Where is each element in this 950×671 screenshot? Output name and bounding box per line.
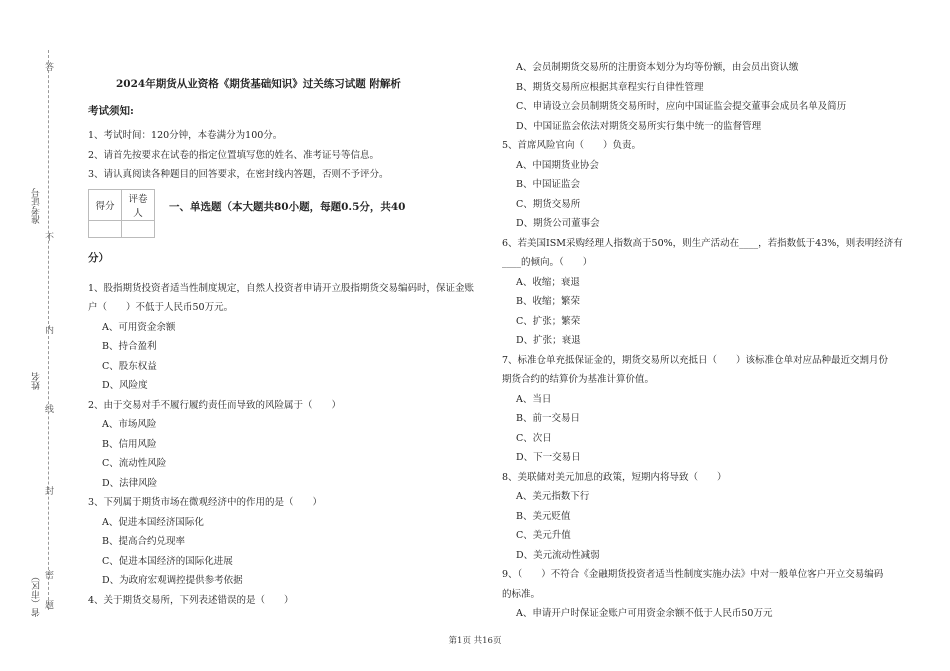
question-option: B、提高合约兑现率: [102, 536, 185, 547]
question-text: 8、美联储对美元加息的政策，短期内将导致（ ）: [502, 471, 727, 483]
left-question-list: [88, 279, 475, 611]
question-option: D、法律风险: [102, 477, 158, 489]
question-option: A、会员制期货交易所的注册资本划分为均等份额，由会员出资认缴: [516, 62, 799, 73]
question-option: D、为政府宏观调控提供参考依据: [102, 575, 243, 586]
question-option: C、期货交易所: [516, 198, 581, 210]
question-option: B、收缩；繁荣: [516, 296, 580, 307]
binding-label-name: 姓名: [32, 372, 42, 390]
binding-mark: 答: [43, 62, 53, 71]
question-text-continued: ____的倾向。（ ）: [502, 257, 593, 268]
question-option: C、促进本国经济的国际化进展: [102, 555, 233, 567]
question-option: A、当日: [516, 393, 552, 405]
question-text: 1、股指期货投资者适当性制度规定，自然人投资者申请开立股指期货交易编码时，保证金账: [88, 282, 475, 294]
section-title-tail: 分）: [88, 251, 109, 264]
question-option: D、下一交易日: [516, 452, 581, 463]
question-option: B、前一交易日: [516, 413, 580, 424]
notice-heading: 考试须知:: [88, 105, 134, 117]
score-cell[interactable]: [89, 220, 122, 237]
question-text: 5、首席风险官向（ ）负责。: [502, 140, 642, 151]
question-text: 2、由于交易对手不履行履约责任而导致的风险属于（ ）: [88, 399, 342, 411]
binding-mark: 线: [43, 404, 53, 413]
question-option: A、可用资金余额: [102, 321, 176, 333]
binding-label-exam-number: 准考证号: [32, 188, 42, 224]
question-option: C、次日: [516, 432, 552, 444]
question-text-continued: 户（ ）不低于人民币50万元。: [88, 302, 234, 313]
question-option: C、扩张；繁荣: [516, 315, 581, 327]
binding-label-region: 省（市区）: [32, 572, 42, 617]
notice-item: 3、请认真阅读各种题目的回答要求，在密封线内答题，否则不予评分。: [88, 169, 389, 180]
question-text: 3、下列属于期货市场在微观经济中的作用的是（ ）: [88, 497, 323, 508]
score-cell-label: 得分: [89, 189, 122, 220]
question-text-continued: 期货合约的结算价为基准计算价值。: [502, 374, 655, 385]
question-option: A、申请开户时保证金账户可用资金余额不低于人民币50万元: [516, 608, 773, 619]
question-option: D、扩张；衰退: [516, 335, 581, 346]
binding-mark: 密: [43, 570, 53, 579]
question-text: 4、关于期货交易所，下列表述错误的是（ ）: [88, 594, 294, 606]
score-section: [88, 189, 438, 238]
question-option: A、促进本国经济国际化: [102, 516, 204, 528]
question-option: C、申请设立会员制期货交易所时，应向中国证监会提交董事会成员名单及简历: [516, 101, 847, 112]
binding-mark: 内: [43, 325, 53, 334]
notice-item: 1、考试时间：120分钟，本卷满分为100分。: [88, 130, 283, 141]
question-option: A、收缩；衰退: [516, 276, 580, 288]
page-footer: 第1页 共16页: [448, 636, 502, 646]
notice-item: 2、请首先按要求在试卷的指定位置填写您的姓名、准考证号等信息。: [88, 149, 380, 161]
question-option: B、期货交易所应根据其章程实行自律性管理: [516, 81, 704, 93]
grader-cell[interactable]: [122, 220, 155, 237]
question-option: B、美元贬值: [516, 510, 571, 522]
question-option: A、市场风险: [102, 419, 157, 430]
binding-mark: 封: [43, 486, 53, 495]
question-option: A、中国期货业协会: [516, 159, 599, 171]
question-option: C、美元升值: [516, 530, 571, 541]
left-column: [88, 72, 475, 610]
binding-mark: 不: [43, 232, 53, 241]
question-option: B、中国证监会: [516, 179, 580, 190]
page-title: 2024年期货从业资格《期货基础知识》过关练习试题 附解析: [116, 78, 401, 90]
question-option: D、期货公司董事会: [516, 218, 600, 229]
question-option: A、美元指数下行: [516, 491, 590, 502]
question-option: D、中国证监会依法对期货交易所实行集中统一的监督管理: [516, 120, 762, 132]
question-option: D、风险度: [102, 380, 148, 391]
question-text: 6、若美国ISM采购经理人指数高于50%，则生产活动在____，若指数低于43%，则表明经济有: [502, 237, 903, 249]
grader-cell-label: 评卷人: [122, 189, 155, 220]
right-question-list: [502, 58, 912, 624]
question-text-continued: 的标准。: [502, 588, 541, 600]
question-option: D、美元流动性减弱: [516, 549, 600, 561]
question-option: C、流动性风险: [102, 458, 167, 469]
right-column: [502, 58, 912, 624]
question-option: B、信用风险: [102, 438, 157, 450]
question-text: 7、标准仓单充抵保证金的，期货交易所以充抵日（ ）该标准仓单对应品种最近交割月份: [502, 354, 889, 366]
score-table: [88, 189, 155, 238]
question-text: 9、（ ）不符合《金融期货投资者适当性制度实施办法》中对一般单位客户开立交易编码: [502, 569, 884, 580]
section-title: 一、单选题（本大题共80小题，每题0.5分，共40: [169, 200, 406, 213]
question-option: C、股东权益: [102, 360, 157, 372]
binding-mark: 题: [43, 600, 53, 609]
question-option: B、持合盈利: [102, 341, 157, 352]
